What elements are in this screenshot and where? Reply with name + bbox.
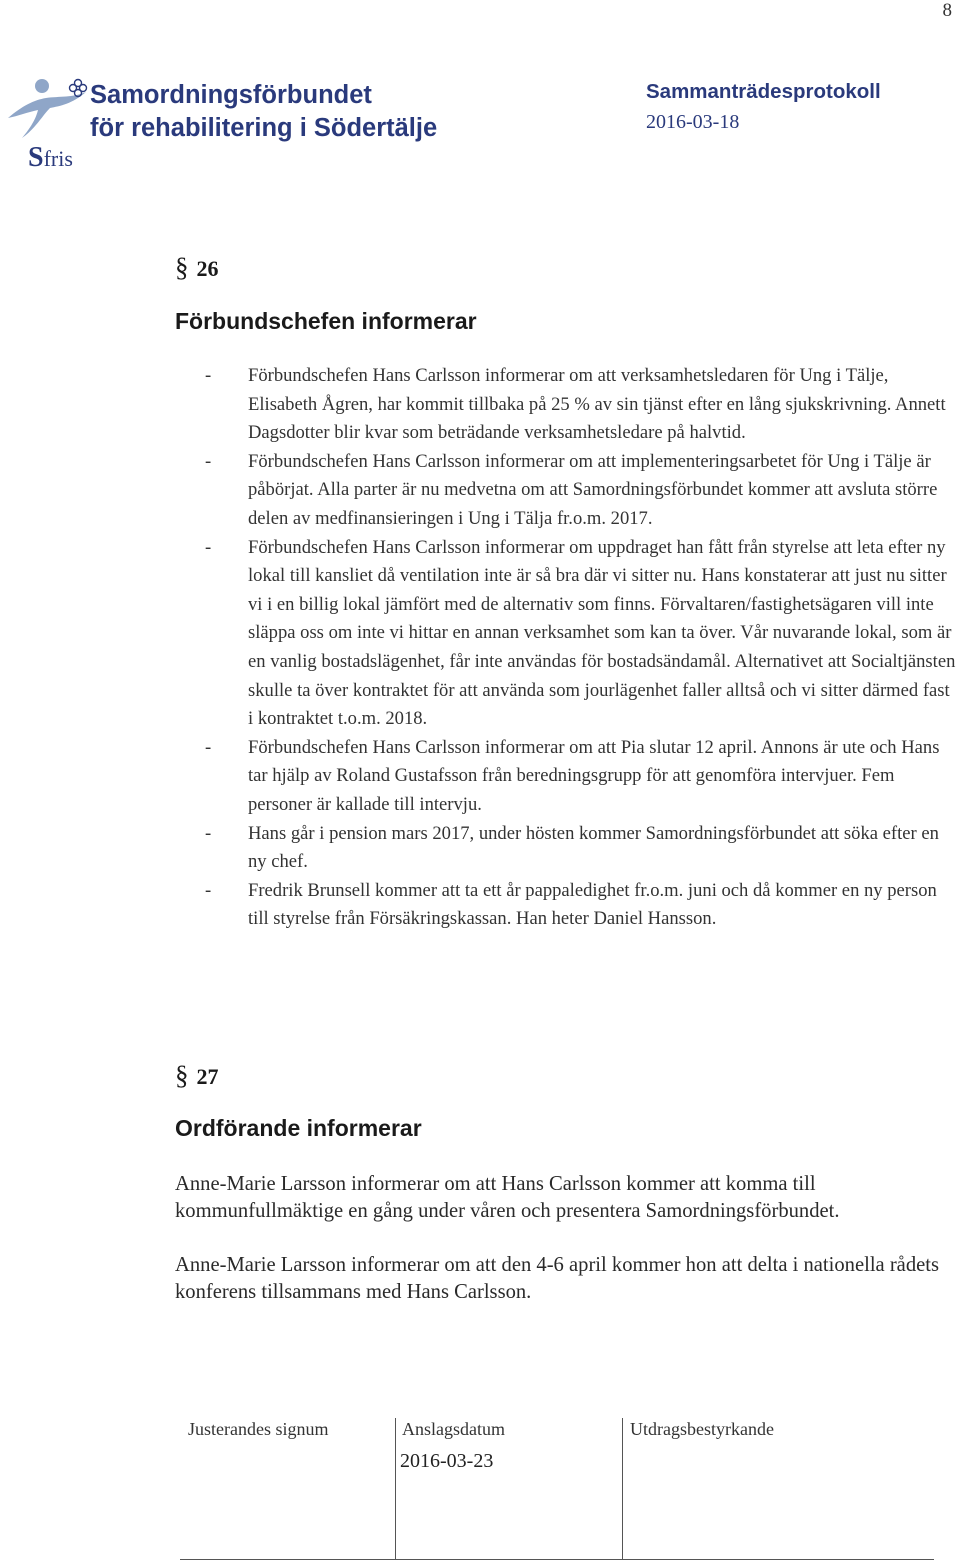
section-27-paragraph-1: Anne-Marie Larsson informerar om att Hans Carlsson kommer att komma till kommunfullmäktige en gång under våren och presentera Samordningsförbundet. [175, 1173, 840, 1222]
bullet-dash: - [205, 822, 212, 844]
list-item [205, 734, 957, 820]
extract-certification-label: Utdragsbestyrkande [630, 1419, 774, 1439]
org-line-1: Samordningsförbundet [90, 81, 372, 109]
list-item-text: Hans går i pension mars 2017, under hösten kommer Samordningsförbundet att söka efter en ny chef. [248, 822, 939, 873]
section-26-list [205, 362, 957, 934]
footer-divider-1 [395, 1418, 396, 1559]
organization-name [90, 78, 437, 145]
list-item [205, 877, 957, 934]
list-item [205, 362, 957, 448]
list-item-text: Förbundschefen Hans Carlsson informerar om att implementeringsarbetet för Ung i Tälje är påbörjat. Alla parter är nu medvetna om att Samordningsförbundet kommer att avsluta större delen av medfinansieringen i Ung i Tälja fr.o.m. 2017. [248, 450, 938, 529]
list-item [205, 820, 957, 877]
meeting-date: 2016-03-18 [646, 111, 740, 133]
signature-label: Justerandes signum [188, 1419, 329, 1439]
list-item-text: Förbundschefen Hans Carlsson informerar om uppdraget han fått från styrelse att leta efter ny lokal till kansliet då ventilation inte är så bra där vi sitter nu. Hans konstaterar att just nu sitter vi i en billig lokal jämfört med de alternativ som finns. Förvaltaren/fastighetsägaren vill inte släppa oss om inte vi hittar en annan verksamhet som kan ta över. Vår nuvarande lokal, som är en vanlig bostadslägenhet, får inte användas för bostadsändamål. Alternativet att Socialtjänsten skulle ta över kontraktet för att använda som jourlägenhet faller alltså och vi sitter därmed fast i kontraktet t.o.m. 2018. [248, 536, 956, 730]
bullet-dash: - [205, 450, 212, 472]
posting-date-label: Anslagsdatum [402, 1419, 505, 1439]
list-item [205, 448, 957, 534]
page-number: 8 [942, 0, 952, 21]
document-type: Sammanträdesprotokoll [646, 80, 881, 103]
bullet-dash: - [205, 536, 212, 558]
list-item-text: Förbundschefen Hans Carlsson informerar om att Pia slutar 12 april. Annons är ute och Hans tar hjälp av Roland Gustafsson från beredningsgrupp för att genomföra intervjuer. Fem personer är kallade till intervju. [248, 736, 940, 815]
list-item-text: Förbundschefen Hans Carlsson informerar om att verksamhetsledaren för Ung i Tälje, Elisabeth Ågren, har kommit tillbaka på 25 % av sin tjänst efter en lång sjukskrivning. Annett Dagsdotter blir kvar som beträdande verksamhetsledare på halvtid. [248, 365, 946, 444]
footer-signature-line [180, 1559, 934, 1560]
bullet-dash: - [205, 879, 212, 901]
section-27-title: Ordförande informerar [175, 1115, 422, 1141]
section-27-heading [175, 1060, 219, 1091]
logo-text: Sfris [28, 142, 73, 173]
footer-divider-2 [622, 1418, 623, 1559]
org-line-2: för rehabilitering i Södertälje [90, 114, 438, 142]
bullet-dash: - [205, 736, 212, 758]
section-27-paragraph-2: Anne-Marie Larsson informerar om att den 4-6 april kommer hon att delta i nationella rådets konferens tillsammans med Hans Carlsson. [175, 1254, 939, 1303]
bullet-dash: - [205, 365, 212, 386]
flower-icon [68, 78, 88, 98]
posting-date-value: 2016-03-23 [400, 1450, 494, 1472]
section-26-title: Förbundschefen informerar [175, 308, 477, 334]
section-26-heading [175, 252, 219, 283]
list-item [205, 534, 957, 734]
section-sign: § [175, 252, 189, 282]
list-item-text: Fredrik Brunsell kommer att ta ett år pappaledighet fr.o.m. juni och då kommer en ny person till styrelse från Försäkringskassan. Han heter Daniel Hansson. [248, 879, 937, 930]
section-number: 26 [196, 256, 219, 281]
section-sign: § [175, 1060, 189, 1090]
section-number: 27 [196, 1064, 219, 1089]
